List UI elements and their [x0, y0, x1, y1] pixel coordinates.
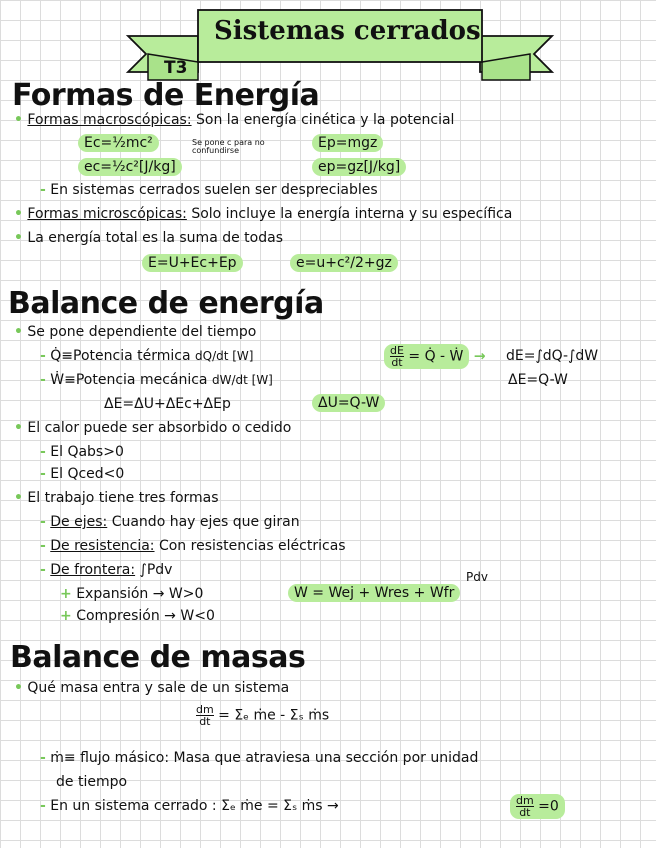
heading-balance-energia: Balance de energía	[8, 286, 324, 321]
list-item: • Qué masa entra y sale de un sistema	[14, 680, 290, 696]
term-macroscopicas: Formas macroscópicas:	[27, 112, 192, 128]
text-compresion: Compresión → W<0	[76, 608, 215, 624]
text-masa: Qué masa entra y sale de un sistema	[27, 680, 290, 696]
list-subitem: - De ejes: Cuando hay ejes que giran	[40, 514, 300, 530]
frac-num: dE	[390, 344, 404, 357]
eq-mass-balance	[196, 704, 329, 727]
eq-du: ΔU=Q-W	[312, 394, 385, 412]
text-macroscopicas: Son la energía cinética y la potencial	[196, 112, 455, 128]
bullet: •	[14, 112, 23, 128]
eq-delta-sum: ΔE=ΔU+ΔEc+ΔEp	[104, 396, 231, 412]
heading-formas-energia: Formas de Energía	[12, 78, 320, 113]
text-w-potencia: Ẇ≡Potencia mecánica	[50, 372, 208, 388]
topic-tag: T3	[164, 58, 188, 78]
label-pdv: Pdv	[466, 570, 488, 584]
frac-num: dm	[516, 794, 534, 807]
list-subitem: - Q̇≡Potencia térmica dQ/dt [W]	[40, 348, 254, 364]
text-expansion: Expansión → W>0	[76, 586, 204, 602]
eq-delta-e: ΔE=Q-W	[508, 372, 568, 388]
text-microscopicas: Solo incluye la energía interna y su específica	[191, 206, 513, 222]
text-resistencia: Con resistencias eléctricas	[158, 538, 346, 554]
list-subitem: - ṁ≡ flujo másico: Masa que atraviesa una sección por unidad	[40, 750, 479, 766]
eq-rate-rhs: = Q̇ - Ẇ	[408, 348, 464, 365]
text-frontera: ∫Pdv	[139, 562, 173, 578]
text-q-abs: El Qabs>0	[50, 444, 124, 460]
eq-w: W = Wej + Wres + Wfr	[288, 584, 460, 602]
term-microscopicas: Formas microscópicas:	[27, 206, 187, 222]
frac-den: dt	[199, 715, 211, 728]
term-frontera: De frontera:	[50, 562, 136, 578]
text-despreciables: En sistemas cerrados suelen ser despreciables	[50, 182, 378, 198]
list-subitem: - De resistencia: Con resistencias eléctricas	[40, 538, 346, 554]
list-subitem: - Ẇ≡Potencia mecánica dW/dt [W]	[40, 372, 273, 388]
list-subitem: - De frontera: ∫Pdv	[40, 562, 173, 578]
w-units: dW/dt [W]	[211, 373, 273, 387]
list-item: • Se pone dependiente del tiempo	[14, 324, 257, 340]
banner-title: Sistemas cerrados	[214, 16, 481, 46]
list-item: • La energía total es la suma de todas	[14, 230, 283, 246]
list-subitem: - En sistemas cerrados suelen ser despreciables	[40, 182, 378, 198]
text-sistema-cerrado: En un sistema cerrado : Σₑ ṁe = Σₛ ṁs →	[50, 798, 339, 814]
text-q-ced: El Qced<0	[50, 466, 125, 482]
text-q-potencia: Q̇≡Potencia térmica	[50, 348, 191, 364]
text-ejes: Cuando hay ejes que giran	[111, 514, 300, 530]
frac-den: dt	[391, 356, 403, 369]
frac-den: dt	[519, 806, 531, 819]
list-item: • Formas microscópicas: Solo incluye la energía interna y su específica	[14, 206, 513, 222]
eq-rate: $\frac{dE}{dt}$ = Q̇ - Ẇ →	[384, 344, 486, 369]
eq-total: E=U+Ec+Ep	[142, 254, 243, 272]
heading-balance-masas: Balance de masas	[10, 640, 306, 675]
list-subitem: + Compresión → W<0	[60, 608, 215, 624]
frac-num: dm	[196, 703, 214, 716]
list-subitem: - En un sistema cerrado : Σₑ ṁe = Σₛ ṁs →	[40, 798, 339, 814]
text-flujo-cont: de tiempo	[56, 774, 128, 790]
term-resistencia: De resistencia:	[50, 538, 155, 554]
list-item: • El trabajo tiene tres formas	[14, 490, 219, 506]
text-energia-total: La energía total es la suma de todas	[27, 230, 283, 246]
eq-mass-rhs: = Σₑ ṁe - Σₛ ṁs	[218, 707, 330, 724]
text-calor: El calor puede ser absorbido o cedido	[27, 420, 292, 436]
text-trabajo: El trabajo tiene tres formas	[27, 490, 219, 506]
eq-zero-rhs: =0	[538, 798, 559, 815]
term-ejes: De ejes:	[50, 514, 108, 530]
note-c: Se pone c para no confundirse	[192, 138, 265, 155]
list-subitem: - El Qced<0	[40, 466, 125, 482]
q-units: dQ/dt [W]	[195, 349, 254, 363]
list-item	[14, 112, 454, 128]
text-tiempo: Se pone dependiente del tiempo	[27, 324, 257, 340]
eq-integral: dE=∫dQ-∫dW	[506, 348, 599, 364]
eq-ec: Ec=½mc²	[78, 134, 159, 152]
eq-ep: Ep=mgz	[312, 134, 383, 152]
eq-ec-specific: ec=½c²[J/kg]	[78, 158, 182, 176]
list-subitem: - El Qabs>0	[40, 444, 124, 460]
eq-mass-zero	[510, 794, 565, 819]
text-flujo: ṁ≡ flujo másico: Masa que atraviesa una sección por unidad	[50, 750, 479, 766]
eq-total-specific: e=u+c²/2+gz	[290, 254, 398, 272]
list-item: • El calor puede ser absorbido o cedido	[14, 420, 292, 436]
list-subitem: + Expansión → W>0	[60, 586, 204, 602]
eq-ep-specific: ep=gz[J/kg]	[312, 158, 406, 176]
